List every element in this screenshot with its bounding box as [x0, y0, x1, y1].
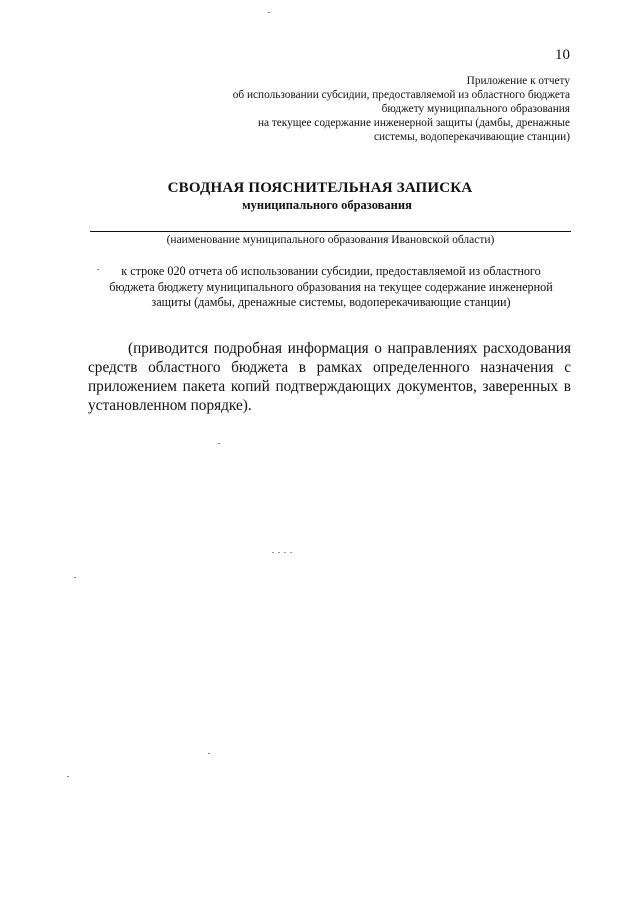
scan-speck — [67, 776, 69, 777]
body-line: средств областного бюджета в рамках определенного назначения с — [88, 359, 571, 376]
appendix-note — [210, 74, 570, 144]
title-main: СВОДНАЯ ПОЯСНИТЕЛЬНАЯ ЗАПИСКА — [167, 180, 473, 196]
page-number: 10 — [555, 47, 570, 63]
title-subtitle: муниципального образования — [242, 198, 412, 212]
line-020-description — [88, 264, 574, 311]
document-title — [0, 180, 640, 213]
appendix-line: Приложение к отчету — [466, 75, 570, 87]
scan-speck — [208, 753, 210, 754]
municipality-name-caption: (наименование муниципального образования Ивановской области) — [166, 234, 495, 246]
scan-speck — [218, 443, 220, 444]
body-line: (приводится подробная информация о направлениях расходования — [128, 340, 571, 357]
body-paragraph — [88, 339, 571, 415]
line-020-text: бюджета бюджету муниципального образования на текущее содержание инженерной — [109, 279, 553, 294]
body-line: приложением пакета копий подтверждающих документов, заверенных в — [88, 378, 571, 395]
scan-speck — [74, 577, 76, 578]
appendix-line: на текущее содержание инженерной защиты (дамбы, дренажные — [257, 117, 570, 129]
scan-speck — [268, 12, 270, 13]
line-020-text: защиты (дамбы, дренажные системы, водоперекачивающие станции) — [151, 295, 511, 309]
line-020-text: к строке 020 отчета об использовании субсидии, предоставляемой из областного — [121, 264, 541, 278]
scan-speck — [272, 552, 292, 553]
body-line: установленном порядке). — [88, 397, 252, 414]
appendix-line: системы, водоперекачивающие станции) — [374, 131, 570, 143]
appendix-line: бюджету муниципального образования — [381, 103, 570, 115]
scan-speck — [97, 269, 99, 270]
appendix-line: об использовании субсидии, предоставляемой из областного бюджета — [232, 89, 570, 101]
municipality-name-line — [90, 231, 571, 232]
